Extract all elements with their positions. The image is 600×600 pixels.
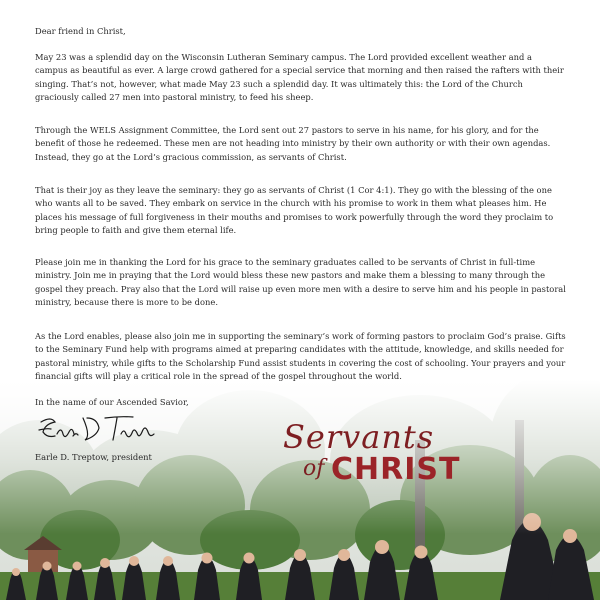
logo-of: of <box>303 456 325 481</box>
paragraph-2: Through the WELS Assignment Committee, the Lord sent out 27 pastors to serve in his name, for his glory, and for the benefit of those he redeemed. These men are not heading into ministry by their own authority or with their own agendas. Instead, they go at the Lord’s gracious commission, as servants of Christ. <box>35 125 551 162</box>
signature-name: Earle D. Treptow, president <box>35 452 152 462</box>
signature <box>35 414 155 448</box>
procession-photo <box>0 380 600 600</box>
paragraph-3: That is their joy as they leave the seminary: they go as servants of Christ (1 Cor 4:1). They go with the blessing of the one who wants all to be saved. They embark on service in the church with his promise to work in them what pleases him. He places his message of full forgiveness in their mouths and promises to work powerfully through the word they proclaim to bring people to faith and give them eternal life. <box>35 185 554 236</box>
logo-christ: CHRIST <box>331 452 461 487</box>
paragraph-4: Please join me in thanking the Lord for his grace to the seminary graduates called to be servants of Christ in full-time ministry. Join me in praying that the Lord would bless these new pastors and make them a blessing to many through the gospel they preach. Pray also that the Lord will raise up even more men with a desire to serve him and his people in pastoral ministry, because there is more to be done. <box>35 257 566 308</box>
closing-line: In the name of our Ascended Savior, <box>35 397 189 407</box>
paragraph-1: May 23 was a splendid day on the Wisconsin Lutheran Seminary campus. The Lord provided excellent weather and a campus as beautiful as ever. A large crowd gathered for a special service that morning and then raised the rafters with their singing. That’s not, however, what made May 23 such a splendid day. It was ultimately this: the Lord of the Church graciously called 27 men into pastoral ministry, to feed his sheep. <box>35 52 564 103</box>
logo-servants: Servants <box>283 418 435 456</box>
salutation: Dear friend in Christ, <box>35 26 126 36</box>
paragraph-5: As the Lord enables, please also join me in supporting the seminary’s work of forming pastors to proclaim God’s praise. Gifts to the Seminary Fund help with programs aimed at preparing candidates with the attitude, knowledge, and skills needed for pastoral ministry, while gifts to the Scholarship Fund assist students in covering the cost of schooling. Your prayers and your financial gifts will play a critical role in the spread of the gospel throughout the world. <box>35 331 566 382</box>
